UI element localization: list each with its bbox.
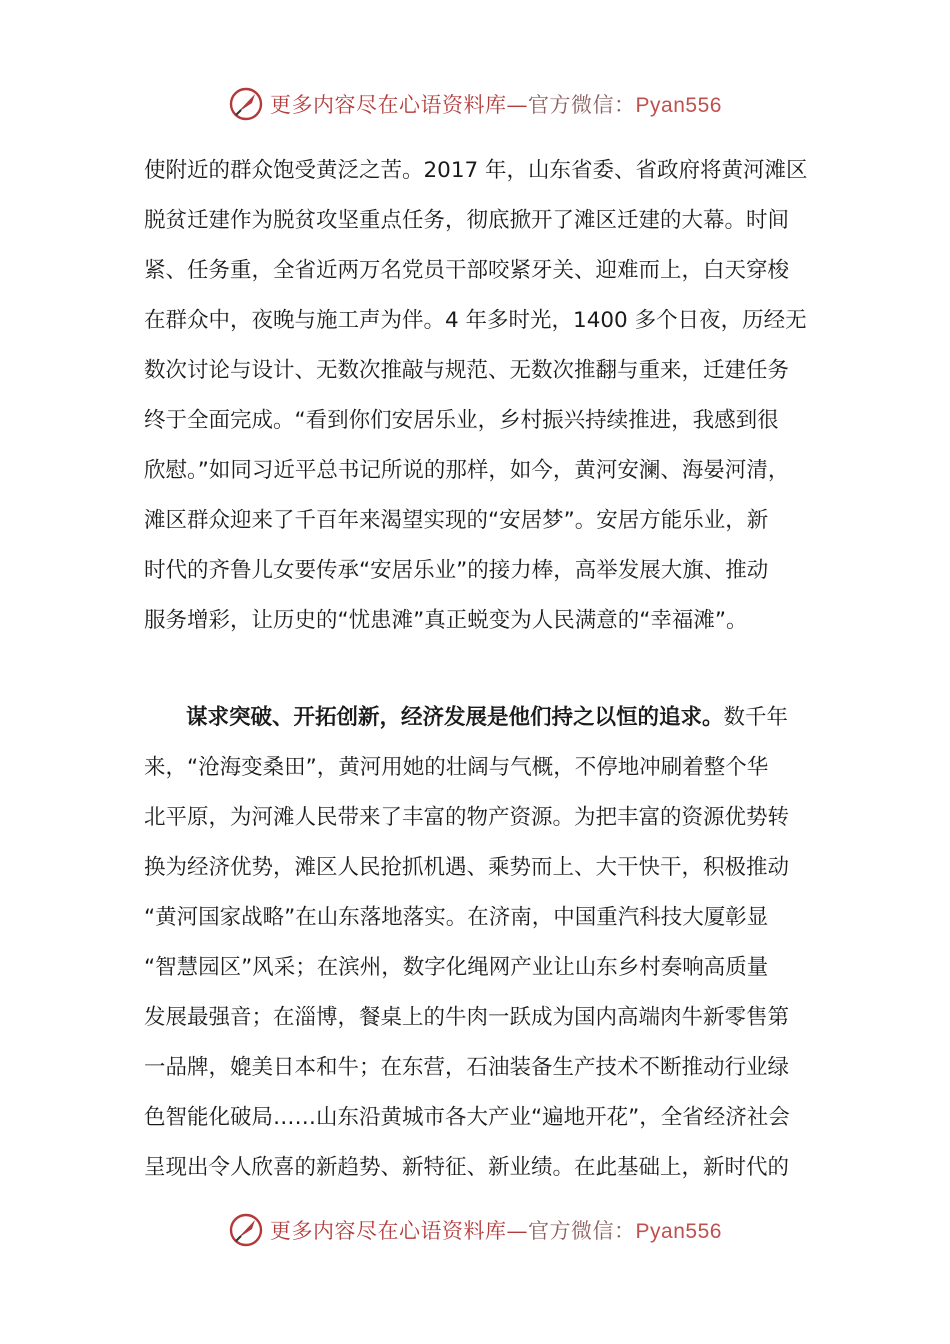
footer-wechat-label: 官方微信： — [528, 1219, 636, 1243]
text-line: 来，“沧海变桑田”，黄河用她的壮阔与气概，不停地冲刷着整个华 — [144, 755, 769, 780]
document-body — [144, 146, 816, 1193]
text-line: 呈现出令人欣喜的新趋势、新特征、新业绩。在此基础上，新时代的 — [144, 1155, 790, 1180]
quill-logo-icon — [228, 1212, 264, 1248]
text-line: 滩区群众迎来了千百年来渴望实现的“安居梦”。安居方能乐业，新 — [144, 508, 769, 533]
header-text — [270, 89, 722, 119]
header-wechat-id: Pyan556 — [635, 94, 722, 117]
text-line: 时代的齐鲁儿女要传承“安居乐业”的接力棒，高举发展大旗、推动 — [144, 558, 769, 583]
text-line: 使附近的群众饱受黄泛之苦。2017 年，山东省委、省政府将黄河滩区 — [144, 158, 808, 183]
text-line-lead — [144, 693, 816, 743]
header-dash: — — [506, 93, 529, 117]
header-banner — [0, 84, 950, 124]
text-line: 发展最强音；在淄博，餐桌上的牛肉一跃成为国内高端肉牛新零售第 — [144, 1005, 790, 1030]
text-line: 终于全面完成。“看到你们安居乐业，乡村振兴持续推进，我感到很 — [144, 408, 779, 433]
text-line: 换为经济优势，滩区人民抢抓机遇、乘势而上、大干快干，积极推动 — [144, 855, 790, 880]
quill-logo-icon — [228, 86, 264, 122]
text-line: 欣慰。”如同习近平总书记所说的那样，如今，黄河安澜、海晏河清， — [144, 458, 790, 483]
text-line: “智慧园区”风采；在滨州，数字化绳网产业让山东乡村奏响高质量 — [144, 955, 769, 980]
paragraph-1 — [144, 146, 816, 646]
footer-text — [270, 1215, 722, 1245]
paragraph-spacer — [144, 646, 816, 693]
footer-brand: 更多内容尽在心语资料库 — [270, 1219, 507, 1243]
text-line: 一品牌，媲美日本和牛；在东营，石油装备生产技术不断推动行业绿 — [144, 1055, 790, 1080]
footer-banner — [0, 1210, 950, 1250]
text-line: 色智能化破局……山东沿黄城市各大产业“遍地开花”，全省经济社会 — [144, 1105, 790, 1130]
text-line: 服务增彩，让历史的“忧患滩”真正蜕变为人民满意的“幸福滩”。 — [144, 608, 748, 633]
header-wechat-label: 官方微信： — [528, 93, 636, 117]
paragraph-2 — [144, 693, 816, 1193]
text-line: 紧、任务重，全省近两万名党员干部咬紧牙关、迎难而上，白天穿梭 — [144, 258, 790, 283]
text-line: 脱贫迁建作为脱贫攻坚重点任务，彻底掀开了滩区迁建的大幕。时间 — [144, 208, 790, 233]
text-line: 在群众中，夜晚与施工声为伴。4 年多时光，1400 多个日夜，历经无 — [144, 308, 807, 333]
footer-dash: — — [506, 1219, 529, 1243]
lead-bold-text: 谋求突破、开拓创新，经济发展是他们持之以恒的追求。 — [186, 705, 724, 730]
footer-wechat-id: Pyan556 — [635, 1220, 722, 1243]
text-line: “黄河国家战略”在山东落地落实。在济南，中国重汽科技大厦彰显 — [144, 905, 769, 930]
lead-rest-text: 数千年 — [723, 705, 789, 730]
header-brand: 更多内容尽在心语资料库 — [270, 93, 507, 117]
text-line: 数次讨论与设计、无数次推敲与规范、无数次推翻与重来，迁建任务 — [144, 358, 790, 383]
text-line: 北平原，为河滩人民带来了丰富的物产资源。为把丰富的资源优势转 — [144, 805, 790, 830]
